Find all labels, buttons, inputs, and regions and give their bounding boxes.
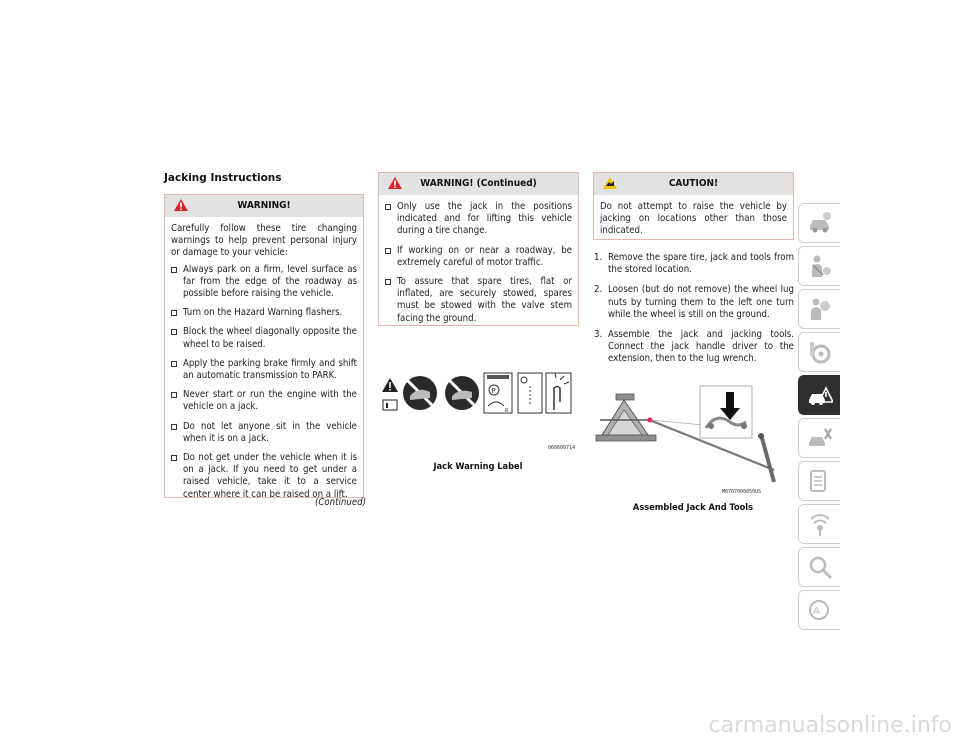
- tab-service[interactable]: [798, 418, 840, 458]
- list-item: Always park on a firm, level surface as far from the edge of the roadway as possible before raising the vehicle.: [171, 264, 357, 301]
- continued-note: (Continued): [315, 497, 367, 508]
- tab-emergency[interactable]: [798, 375, 840, 415]
- list-item: 3. Assemble the jack and jacking tools. Connect the jack handle driver to the extension, then to the lug wrench.: [594, 329, 794, 365]
- warning-heading: WARNING!: [237, 200, 291, 211]
- vehicle-info-icon: [807, 210, 833, 236]
- list-item: Never start or run the engine with the vehicle on a jack.: [171, 389, 357, 413]
- safety-belt-icon: [807, 253, 833, 279]
- steering-wheel-icon: [807, 339, 833, 365]
- caution-triangle-icon: [602, 176, 618, 190]
- list-item: 2. Loosen (but do not remove) the wheel lug nuts by turning them to the left one turn while the wheel is still on the ground.: [594, 284, 794, 320]
- list-item: Apply the parking brake firmly and shift an automatic transmission to PARK.: [171, 358, 357, 382]
- warning-list: [171, 264, 357, 501]
- tab-search[interactable]: [798, 547, 840, 587]
- list-item: Block the wheel diagonally opposite the wheel to be raised.: [171, 326, 357, 350]
- airbag-icon: [807, 296, 833, 322]
- list-item: To assure that spare tires, flat or inflated, are securely stowed, spares must be stowed with the valve stem facing the ground.: [385, 276, 572, 325]
- list-item: Only use the jack in the positions indicated and for lifting this vehicle during a tire change.: [385, 201, 572, 238]
- svg-text:R: R: [505, 408, 509, 414]
- list-item: Turn on the Hazard Warning flashers.: [171, 307, 357, 319]
- emergency-icon: [807, 382, 833, 408]
- warning-continued-heading: WARNING! (Continued): [420, 178, 537, 189]
- jacking-steps: [594, 252, 794, 374]
- figure-code: M0707000050US: [722, 489, 762, 495]
- list-item: Do not let anyone sit in the vehicle when it is on a jack.: [171, 421, 357, 445]
- warning-triangle-icon: [387, 176, 403, 190]
- warning-intro: Carefully follow these tire changing warnings to help prevent personal injury or damage to your vehicle:: [171, 223, 357, 259]
- svg-text:A: A: [813, 606, 820, 617]
- tab-multimedia[interactable]: [798, 504, 840, 544]
- index-icon: [807, 597, 833, 623]
- search-icon: [807, 554, 833, 580]
- assembled-jack-image: [594, 380, 794, 495]
- chapter-tabs: [798, 203, 843, 633]
- warning-continued-header: [379, 173, 578, 195]
- warning-continued-box: [378, 172, 579, 326]
- caution-header: [594, 173, 793, 195]
- warning-continued-list: [385, 201, 572, 325]
- jack-warning-label-image: [378, 366, 578, 456]
- caution-heading: CAUTION!: [668, 178, 719, 189]
- service-tools-icon: [807, 425, 833, 451]
- tab-specifications[interactable]: [798, 461, 840, 501]
- multimedia-icon: [807, 511, 833, 537]
- svg-text:P: P: [491, 387, 496, 395]
- list-item: 1. Remove the spare tire, jack and tools from the stored location.: [594, 252, 794, 276]
- figure-code: 060600714: [548, 445, 576, 451]
- warning-box: [164, 194, 364, 498]
- caution-box: [593, 172, 794, 240]
- warning-header: [165, 195, 363, 217]
- warning-triangle-icon: [173, 198, 189, 212]
- specifications-icon: [807, 468, 833, 494]
- tab-airbag[interactable]: [798, 289, 840, 329]
- tab-safety[interactable]: [798, 246, 840, 286]
- section-title: Jacking Instructions: [164, 172, 282, 184]
- tab-vehicle-info[interactable]: [798, 203, 840, 243]
- list-item: If working on or near a roadway, be extremely careful of motor traffic.: [385, 245, 572, 269]
- tab-driving[interactable]: [798, 332, 840, 372]
- list-item: Do not get under the vehicle when it is on a jack. If you need to get under a raised vehicle, take it to a service center where it can be raised on a lift.: [171, 452, 357, 501]
- caution-text: Do not attempt to raise the vehicle by jacking on locations other than those indicated.: [600, 201, 787, 237]
- watermark: carmanualsonline.info: [708, 713, 952, 738]
- tab-index[interactable]: [798, 590, 840, 630]
- figure-caption: Jack Warning Label: [433, 461, 523, 472]
- figure-caption: Assembled Jack And Tools: [632, 502, 754, 513]
